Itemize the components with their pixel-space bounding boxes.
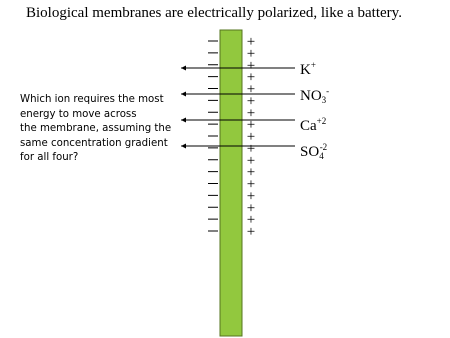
positive-charge: +	[246, 164, 256, 181]
ion-label-nitrate: $NO_3^-$	[300, 86, 330, 105]
question-line: energy to move across	[20, 108, 137, 120]
positive-charge: +	[246, 57, 256, 74]
positive-charge: +	[246, 212, 256, 229]
positive-charge: +	[246, 188, 256, 205]
question-line: for all four?	[20, 152, 79, 164]
positive-charge: +	[246, 69, 256, 86]
ion-label-potassium: K+	[300, 60, 316, 78]
positive-charge: +	[246, 224, 256, 240]
positive-charge: +	[246, 105, 256, 122]
slide-title: Biological membranes are electrically polarized, like a battery.	[26, 5, 402, 21]
positive-charge: +	[246, 129, 256, 145]
positive-charge: +	[246, 152, 256, 169]
membrane	[220, 30, 242, 336]
question-text	[20, 93, 200, 166]
question-line: same concentration gradient	[20, 137, 168, 149]
positive-charge: +	[246, 81, 256, 98]
positive-charge: +	[246, 176, 256, 193]
positive-charge: +	[246, 140, 256, 157]
positive-charge: +	[246, 200, 256, 217]
positive-charge: +	[246, 34, 256, 50]
positive-charge: +	[246, 93, 256, 110]
negative-charges	[208, 41, 218, 231]
ion-label-sulfate: $SO_4^{-2}$	[300, 142, 328, 161]
question-line: Which ion requires the most	[20, 94, 164, 105]
positive-charges	[247, 34, 255, 240]
positive-charge: +	[246, 45, 256, 62]
ion-label-calcium: $Ca^{+2}$	[300, 116, 327, 134]
question-line: the membrane, assuming the	[20, 123, 172, 135]
positive-charge: +	[246, 117, 256, 134]
